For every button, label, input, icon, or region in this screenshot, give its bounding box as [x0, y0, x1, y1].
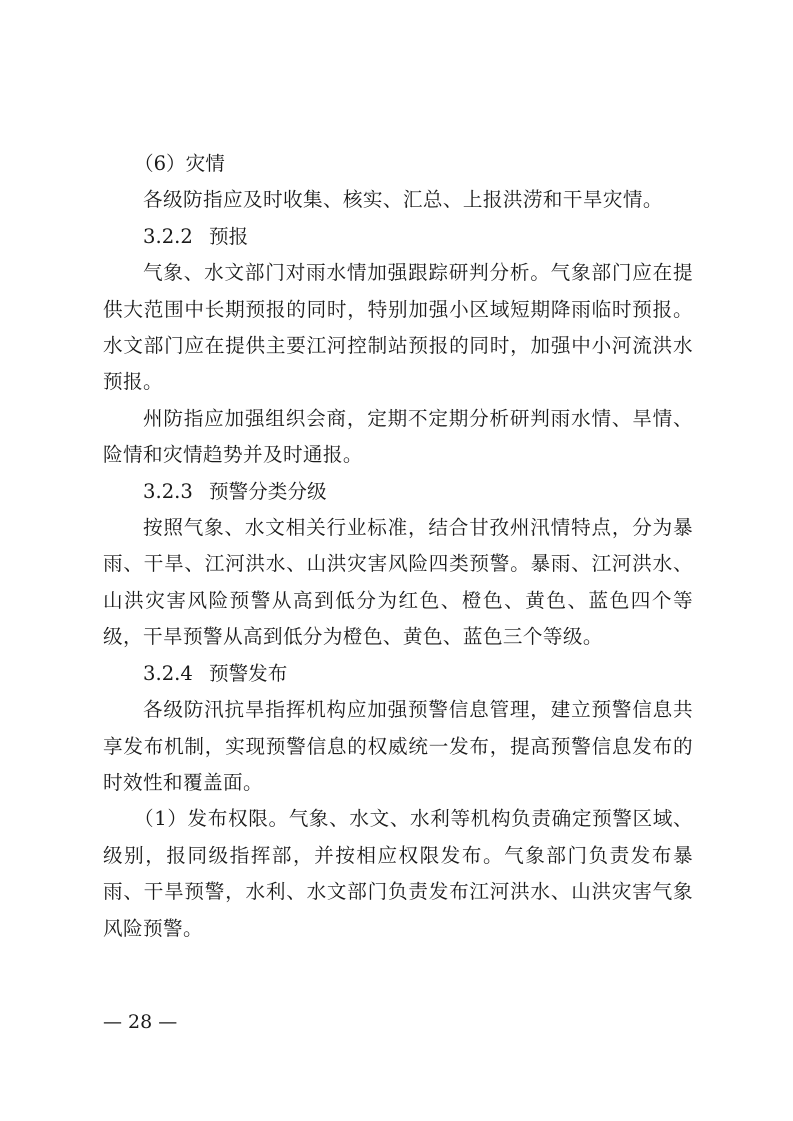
- section-3-2-4-heading: [103, 656, 693, 692]
- section-3-2-2-paragraph-1: 气象、水文部门对雨水情加强跟踪研判分析。气象部门应在提供大范围中长期预报的同时，特别加强小区域短期降雨临时预报。水文部门应在提供主要江河控制站预报的同时，加强中小河流洪水预报。: [103, 261, 693, 394]
- section-number: 3.2.2: [143, 224, 193, 248]
- section-6-paragraph: 各级防指应及时收集、核实、汇总、上报洪涝和干旱灾情。: [143, 188, 663, 212]
- section-number: 3.2.4: [143, 661, 193, 685]
- section-3-2-2-heading: [103, 219, 693, 255]
- section-6-heading: （6）灾情: [134, 152, 225, 175]
- section-title: 预警发布: [209, 661, 288, 685]
- section-3-2-3-heading: [103, 474, 693, 510]
- section-3-2-3-paragraph-1: 按照气象、水文相关行业标准，结合甘孜州汛情特点，分为暴雨、干旱、江河洪水、山洪灾害风险四类预警。暴雨、江河洪水、山洪灾害风险预警从高到低分为红色、橙色、黄色、蓝色四个等级，干旱预警从高到低分为橙色、黄色、蓝色三个等级。: [103, 516, 693, 649]
- section-number: 3.2.3: [143, 479, 193, 503]
- document-body: [103, 146, 693, 947]
- section-3-2-4-paragraph-1: 各级防汛抗旱指挥机构应加强预警信息管理，建立预警信息共享发布机制，实现预警信息的权威统一发布，提高预警信息发布的时效性和覆盖面。: [103, 698, 693, 794]
- section-3-2-4-item-1: （1）发布权限。气象、水文、水利等机构负责确定预警区域、级别，报同级指挥部，并按相应权限发布。气象部门负责发布暴雨、干旱预警，水利、水文部门负责发布江河洪水、山洪灾害气象风险预警。: [103, 807, 693, 940]
- section-3-2-2-paragraph-2: 州防指应加强组织会商，定期不定期分析研判雨水情、旱情、险情和灾情趋势并及时通报。: [103, 406, 693, 467]
- page-number: — 28 —: [103, 1011, 178, 1033]
- section-title: 预警分类分级: [209, 479, 327, 503]
- section-title: 预报: [209, 224, 249, 248]
